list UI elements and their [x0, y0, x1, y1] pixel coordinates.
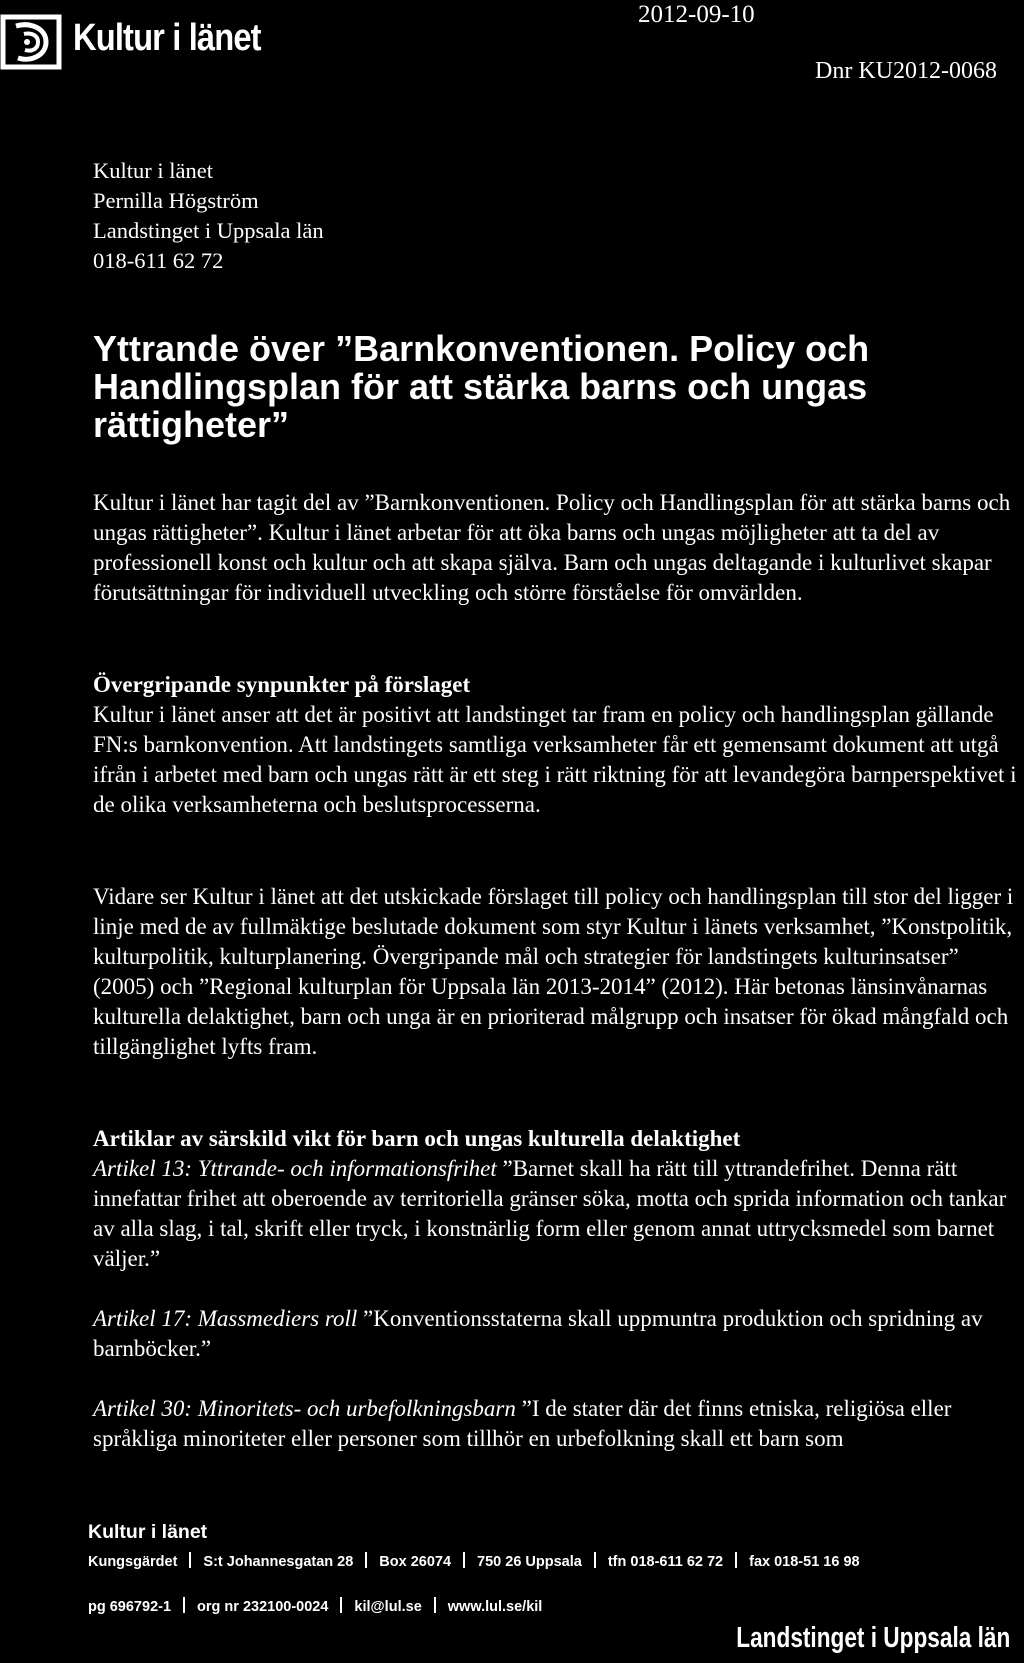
footer-separator — [189, 1552, 191, 1568]
article-13-paragraph — [93, 1154, 1023, 1274]
document-title: Yttrande över ”Barnkonventionen. Policy och Handlingsplan för att stärka barns och ungas rättigheter” — [93, 328, 870, 445]
article-17-quote: ”Konventionsstaterna skall uppmuntra produktion och spridning av barnböcker.” — [93, 1306, 983, 1361]
footer-registry-line — [88, 1597, 542, 1617]
article-30-reference: Artikel 30: Minoritets- och urbefolkningsbarn — [93, 1396, 516, 1421]
sender-authority: Landstinget i Uppsala län — [93, 218, 324, 243]
footer-org-number: org nr 232100-0024 — [197, 1599, 329, 1615]
footer-separator — [735, 1552, 737, 1568]
footer-street: S:t Johannesgatan 28 — [203, 1554, 354, 1570]
intro-paragraph: Kultur i länet har tagit del av ”Barnkonventionen. Policy och Handlingsplan för att stärka barns och ungas rättigheter”. Kultur i länet arbetar för att öka barns och ungas möjligheter att ta del av professionell konst och kultur och att skapa själva. Barn och ungas deltagande i kulturlivet skapar förutsättningar för individuell utveckling och större förståelse för omvärlden. — [93, 490, 1011, 605]
footer-separator — [365, 1552, 367, 1568]
footer-brand-logo: Landstinget i Uppsala län — [736, 1622, 1010, 1654]
footer-plusgiro: pg 696792-1 — [88, 1599, 172, 1615]
article-13-quote: ”Barnet skall ha rätt till yttrandefrihet. Denna rätt innefattar frihet att oberoende av territoriella gränser söka, motta och sprida information och tankar av alla slag, i tal, skrift eller tryck, i konstnärlig form eller genom annat uttrycksmedel som barnet väljer.” — [93, 1156, 1007, 1271]
footer-postal: 750 26 Uppsala — [477, 1554, 582, 1570]
diary-number: Dnr KU2012-0068 — [815, 58, 997, 84]
footer-website: www.lul.se/kil — [447, 1599, 543, 1615]
footer-phone: tfn 018-611 62 72 — [607, 1554, 724, 1570]
kultur-i-lanet-logo-icon — [0, 14, 62, 70]
article-13-reference: Artikel 13: Yttrande- och informationsfrihet — [93, 1156, 497, 1181]
footer-address-line — [88, 1552, 860, 1572]
article-17-paragraph — [93, 1304, 1023, 1364]
footer-box: Box 26074 — [379, 1554, 452, 1570]
sender-phone: 018-611 62 72 — [93, 248, 224, 273]
article-17-reference: Artikel 17: Massmediers roll — [93, 1306, 358, 1331]
sender-org: Kultur i länet — [93, 158, 213, 183]
footer-org-name: Kultur i länet — [88, 1521, 208, 1543]
vidare-paragraph: Vidare ser Kultur i länet att det utskickade förslaget till policy och handlingsplan till stor del ligger i linje med de av fullmäktige beslutade dokument som styr Kultur i länets verksamhet, ”Konstpolitik, kulturpolitik, kulturplanering. Övergripande mål och strategier för landstingets kulturinsatser” (2005) och ”Regional kulturplan för Uppsala län 2013-2014” (2012). Här betonas länsinvånarnas kulturella delaktighet, barn och unga är en prioriterad målgrupp och insatser för ökad mångfald och tillgänglighet lyfts fram. — [93, 884, 1014, 1059]
footer-separator — [183, 1597, 185, 1613]
sender-person: Pernilla Högström — [93, 188, 259, 213]
section-heading-overgripande: Övergripande synpunkter på förslaget — [93, 672, 471, 697]
footer-visit-address: Kungsgärdet — [88, 1554, 178, 1570]
article-30-quote: ”I de stater där det finns etniska, religiösa eller språkliga minoriteter eller personer som tillhör en urbefolkning skall ett barn som — [93, 1396, 952, 1451]
footer-email: kil@lul.se — [354, 1599, 422, 1615]
document-date: 2012-09-10 — [638, 1, 755, 28]
footer-separator — [594, 1552, 596, 1568]
overgripande-paragraph: Kultur i länet anser att det är positivt att landstinget tar fram en policy och handlingsplan gällande FN:s barnkonvention. Att landstingets samtliga verksamheter får ett gemensamt dokument att utgå ifrån i arbetet med barn och ungas rätt är ett steg i rätt riktning för att levandegöra barnperspektivet i de olika verksamheterna och beslutsprocesserna. — [93, 702, 1017, 817]
section-heading-artiklar: Artiklar av särskild vikt för barn och ungas kulturella delaktighet — [93, 1126, 741, 1151]
footer-separator — [434, 1597, 436, 1613]
footer-fax: fax 018-51 16 98 — [749, 1554, 860, 1570]
footer-separator — [340, 1597, 342, 1613]
sender-block — [93, 156, 324, 276]
logo-wordmark: Kultur i länet — [73, 17, 261, 59]
article-30-paragraph — [93, 1394, 1023, 1454]
footer-separator — [463, 1552, 465, 1568]
